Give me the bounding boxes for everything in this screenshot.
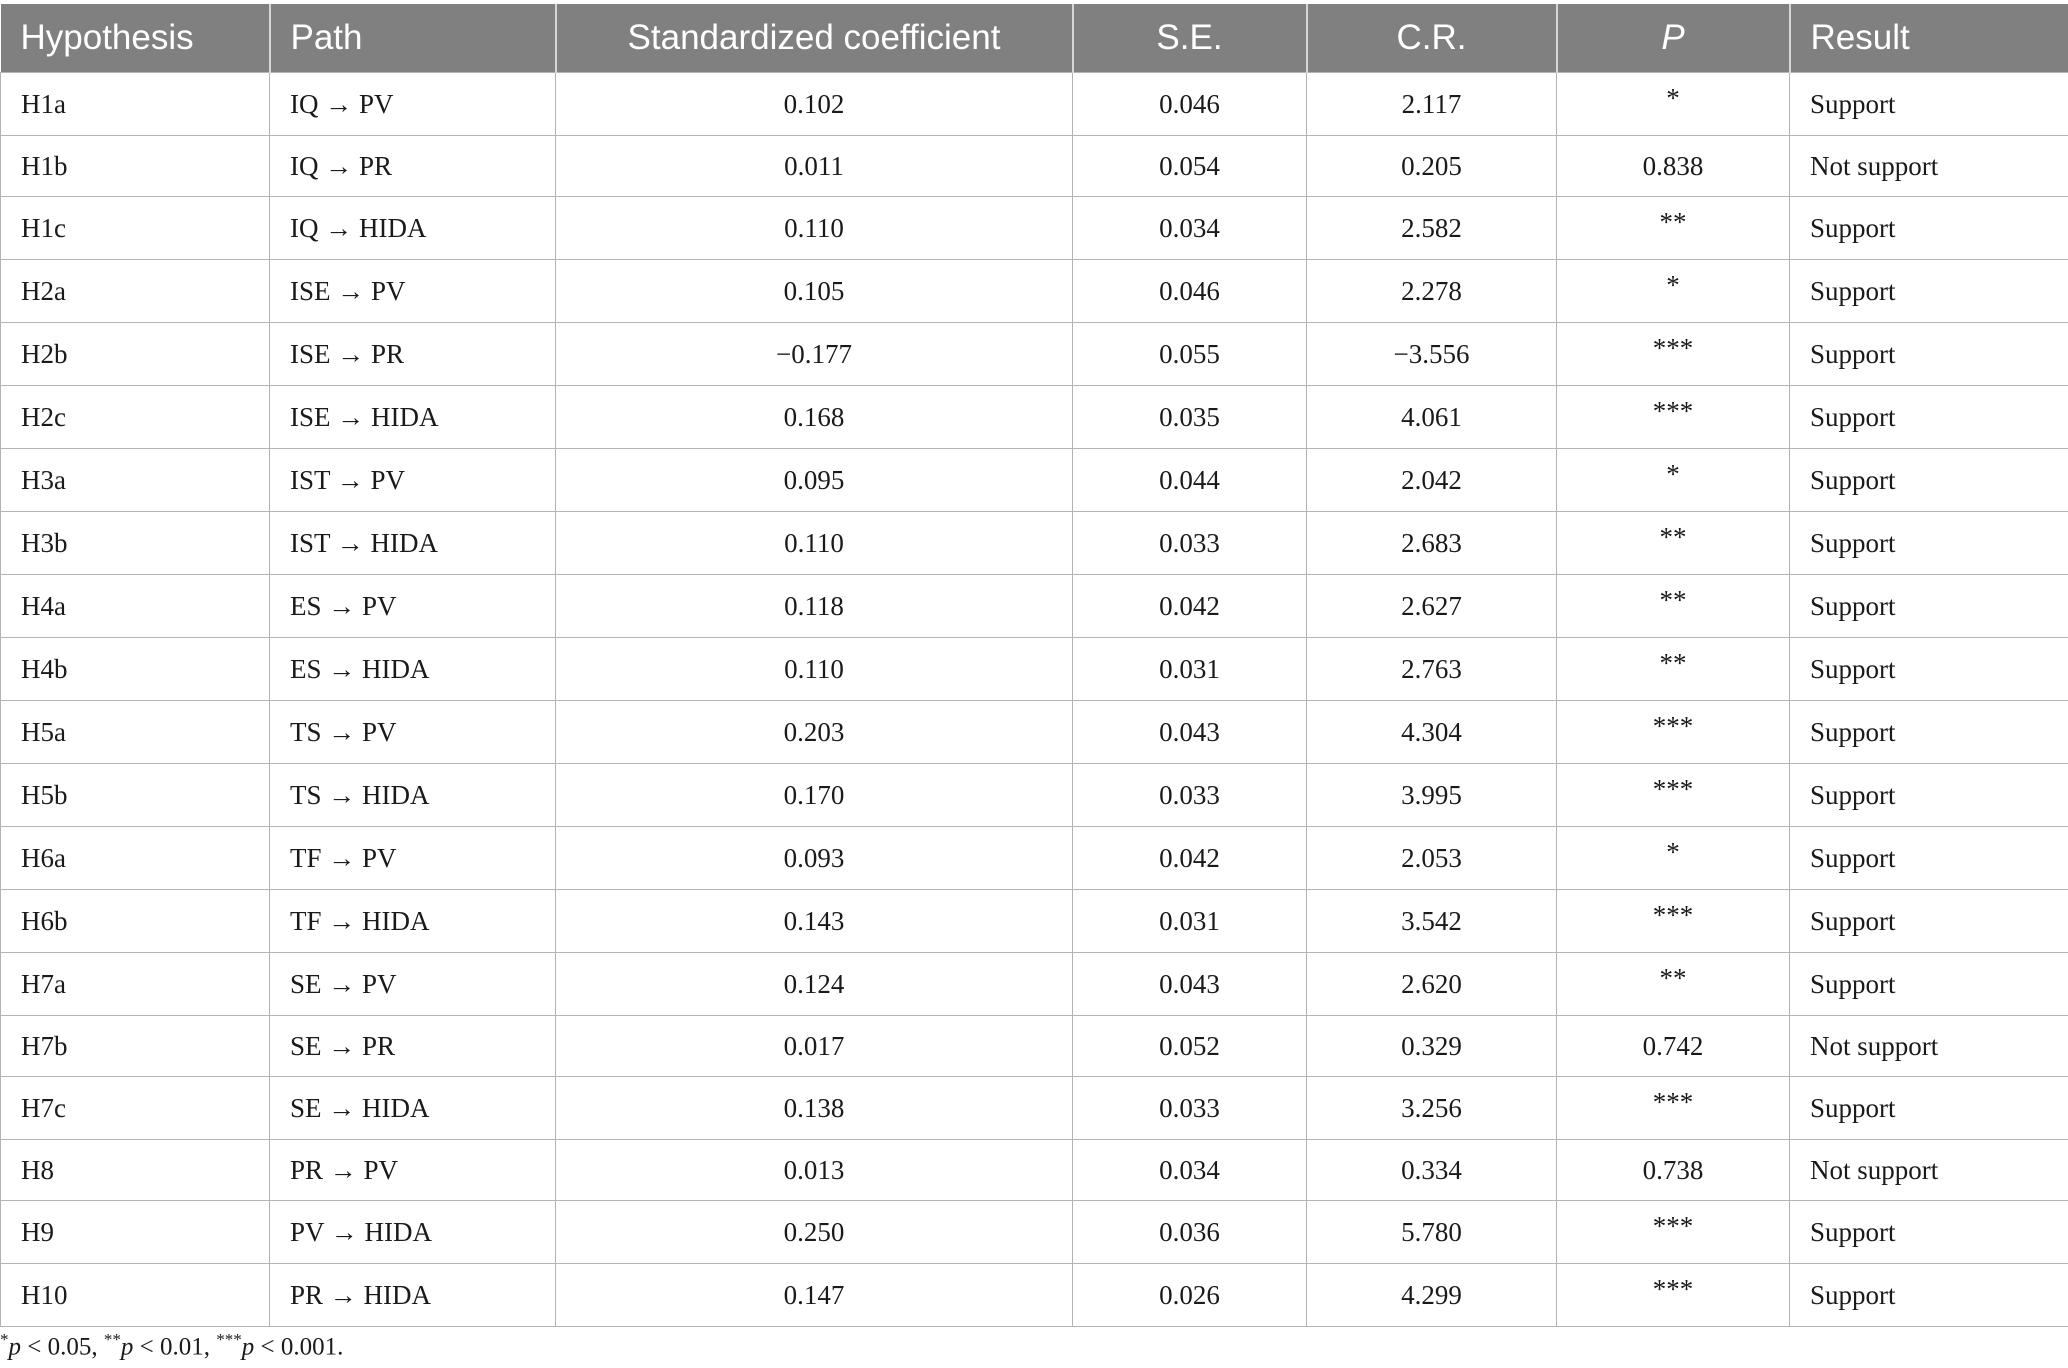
cell-cr: 4.304: [1307, 701, 1557, 764]
cell-p: ***: [1557, 1201, 1790, 1264]
cell-result: Support: [1790, 575, 2068, 638]
table-row: [1, 953, 2068, 1016]
cell-hypothesis: H6b: [1, 890, 270, 953]
cell-hypothesis: H7a: [1, 953, 270, 1016]
cell-hypothesis: H3a: [1, 449, 270, 512]
cell-cr: 4.061: [1307, 386, 1557, 449]
cell-se: 0.026: [1073, 1264, 1307, 1327]
cell-result: Support: [1790, 449, 2068, 512]
results-table: [0, 4, 2068, 1327]
cell-result: Support: [1790, 1264, 2068, 1327]
cell-path: SE → PR: [270, 1016, 556, 1077]
cell-path: IQ → PV: [270, 73, 556, 136]
cell-path: IST → HIDA: [270, 512, 556, 575]
table-row: [1, 827, 2068, 890]
cell-path: PR → HIDA: [270, 1264, 556, 1327]
cell-se: 0.031: [1073, 638, 1307, 701]
cell-cr: 2.620: [1307, 953, 1557, 1016]
cell-path: ISE → PV: [270, 260, 556, 323]
cell-se: 0.043: [1073, 701, 1307, 764]
cell-cr: 0.334: [1307, 1140, 1557, 1201]
table-row: [1, 323, 2068, 386]
footnote-threshold-3: < 0.001.: [254, 1333, 344, 1361]
cell-path: TS → PV: [270, 701, 556, 764]
table-row: [1, 260, 2068, 323]
table-row: [1, 1016, 2068, 1077]
cell-p: *: [1557, 73, 1790, 136]
cell-coefficient: 0.168: [556, 386, 1073, 449]
footnote-p-1: p: [8, 1333, 21, 1361]
cell-coefficient: −0.177: [556, 323, 1073, 386]
cell-p: ***: [1557, 323, 1790, 386]
cell-path: TF → HIDA: [270, 890, 556, 953]
cell-cr: 2.278: [1307, 260, 1557, 323]
cell-result: Support: [1790, 638, 2068, 701]
cell-coefficient: 0.170: [556, 764, 1073, 827]
footnote-mark-3: ***: [216, 1330, 242, 1349]
cell-p: 0.838: [1557, 136, 1790, 197]
cell-coefficient: 0.095: [556, 449, 1073, 512]
cell-coefficient: 0.138: [556, 1077, 1073, 1140]
cell-hypothesis: H7c: [1, 1077, 270, 1140]
footnote-mark-1: *: [0, 1330, 9, 1349]
cell-p: ***: [1557, 701, 1790, 764]
cell-p: **: [1557, 512, 1790, 575]
cell-result: Support: [1790, 260, 2068, 323]
cell-cr: 4.299: [1307, 1264, 1557, 1327]
cell-hypothesis: H4a: [1, 575, 270, 638]
cell-hypothesis: H1b: [1, 136, 270, 197]
table-row: [1, 136, 2068, 197]
footnote-threshold-1: < 0.05,: [21, 1333, 104, 1361]
cell-coefficient: 0.203: [556, 701, 1073, 764]
cell-cr: 2.582: [1307, 197, 1557, 260]
table-row: [1, 197, 2068, 260]
table-row: [1, 1140, 2068, 1201]
table-row: [1, 764, 2068, 827]
cell-p: *: [1557, 260, 1790, 323]
cell-cr: 2.763: [1307, 638, 1557, 701]
cell-path: IQ → HIDA: [270, 197, 556, 260]
cell-cr: 2.627: [1307, 575, 1557, 638]
table-body: [1, 73, 2068, 1327]
cell-path: ES → PV: [270, 575, 556, 638]
footnote-p-3: p: [241, 1333, 255, 1361]
cell-p: ***: [1557, 1077, 1790, 1140]
cell-hypothesis: H2a: [1, 260, 270, 323]
header-result: Result: [1790, 4, 2068, 73]
header-standardized-coefficient: Standardized coefficient: [556, 4, 1073, 73]
cell-p: 0.738: [1557, 1140, 1790, 1201]
cell-hypothesis: H6a: [1, 827, 270, 890]
cell-coefficient: 0.017: [556, 1016, 1073, 1077]
cell-p: **: [1557, 575, 1790, 638]
cell-se: 0.035: [1073, 386, 1307, 449]
header-hypothesis: Hypothesis: [1, 4, 270, 73]
cell-se: 0.031: [1073, 890, 1307, 953]
cell-coefficient: 0.013: [556, 1140, 1073, 1201]
cell-path: PR → PV: [270, 1140, 556, 1201]
cell-se: 0.043: [1073, 953, 1307, 1016]
cell-result: Support: [1790, 386, 2068, 449]
cell-se: 0.042: [1073, 575, 1307, 638]
cell-p: ***: [1557, 1264, 1790, 1327]
cell-coefficient: 0.105: [556, 260, 1073, 323]
cell-hypothesis: H5b: [1, 764, 270, 827]
cell-p: ***: [1557, 764, 1790, 827]
cell-path: TF → PV: [270, 827, 556, 890]
table-row: [1, 1201, 2068, 1264]
table-row: [1, 890, 2068, 953]
cell-coefficient: 0.118: [556, 575, 1073, 638]
cell-p: *: [1557, 449, 1790, 512]
table-row: [1, 73, 2068, 136]
footnote-mark-2: **: [103, 1330, 121, 1349]
cell-coefficient: 0.143: [556, 890, 1073, 953]
cell-coefficient: 0.093: [556, 827, 1073, 890]
cell-cr: 3.542: [1307, 890, 1557, 953]
cell-result: Support: [1790, 701, 2068, 764]
cell-se: 0.033: [1073, 764, 1307, 827]
cell-p: **: [1557, 638, 1790, 701]
table-footnote: [0, 1330, 343, 1361]
cell-result: Not support: [1790, 1016, 2068, 1077]
cell-cr: 3.995: [1307, 764, 1557, 827]
cell-coefficient: 0.147: [556, 1264, 1073, 1327]
table-row: [1, 1264, 2068, 1327]
cell-se: 0.034: [1073, 1140, 1307, 1201]
table-row: [1, 638, 2068, 701]
cell-se: 0.033: [1073, 1077, 1307, 1140]
cell-cr: 2.683: [1307, 512, 1557, 575]
cell-se: 0.054: [1073, 136, 1307, 197]
cell-coefficient: 0.011: [556, 136, 1073, 197]
cell-result: Support: [1790, 1201, 2068, 1264]
cell-se: 0.046: [1073, 260, 1307, 323]
header-se: S.E.: [1073, 4, 1307, 73]
cell-result: Support: [1790, 827, 2068, 890]
cell-se: 0.036: [1073, 1201, 1307, 1264]
cell-hypothesis: H8: [1, 1140, 270, 1201]
table-row: [1, 512, 2068, 575]
cell-cr: 5.780: [1307, 1201, 1557, 1264]
cell-coefficient: 0.102: [556, 73, 1073, 136]
cell-hypothesis: H1c: [1, 197, 270, 260]
cell-path: ES → HIDA: [270, 638, 556, 701]
table-row: [1, 386, 2068, 449]
cell-result: Not support: [1790, 136, 2068, 197]
cell-result: Support: [1790, 323, 2068, 386]
cell-p: 0.742: [1557, 1016, 1790, 1077]
cell-se: 0.044: [1073, 449, 1307, 512]
cell-coefficient: 0.110: [556, 638, 1073, 701]
cell-se: 0.034: [1073, 197, 1307, 260]
table-row: [1, 449, 2068, 512]
cell-path: PV → HIDA: [270, 1201, 556, 1264]
cell-cr: 0.329: [1307, 1016, 1557, 1077]
table-row: [1, 1077, 2068, 1140]
cell-p: **: [1557, 197, 1790, 260]
cell-hypothesis: H2b: [1, 323, 270, 386]
header-p: P: [1557, 4, 1790, 73]
cell-se: 0.042: [1073, 827, 1307, 890]
cell-coefficient: 0.250: [556, 1201, 1073, 1264]
cell-se: 0.033: [1073, 512, 1307, 575]
footnote-threshold-2: < 0.01,: [133, 1333, 217, 1361]
footnote-p-2: p: [120, 1333, 134, 1361]
cell-result: Support: [1790, 953, 2068, 1016]
cell-hypothesis: H5a: [1, 701, 270, 764]
cell-path: SE → HIDA: [270, 1077, 556, 1140]
cell-result: Support: [1790, 890, 2068, 953]
cell-se: 0.052: [1073, 1016, 1307, 1077]
table-row: [1, 575, 2068, 638]
document-page: [0, 4, 2068, 1327]
table-header-row: [1, 4, 2068, 73]
cell-hypothesis: H7b: [1, 1016, 270, 1077]
cell-result: Not support: [1790, 1140, 2068, 1201]
cell-p: ***: [1557, 386, 1790, 449]
cell-hypothesis: H2c: [1, 386, 270, 449]
cell-cr: −3.556: [1307, 323, 1557, 386]
cell-p: **: [1557, 953, 1790, 1016]
cell-path: IST → PV: [270, 449, 556, 512]
cell-cr: 2.042: [1307, 449, 1557, 512]
table-row: [1, 701, 2068, 764]
cell-hypothesis: H10: [1, 1264, 270, 1327]
cell-cr: 0.205: [1307, 136, 1557, 197]
cell-coefficient: 0.110: [556, 197, 1073, 260]
cell-path: ISE → PR: [270, 323, 556, 386]
cell-hypothesis: H1a: [1, 73, 270, 136]
cell-hypothesis: H3b: [1, 512, 270, 575]
cell-hypothesis: H9: [1, 1201, 270, 1264]
cell-path: ISE → HIDA: [270, 386, 556, 449]
cell-se: 0.046: [1073, 73, 1307, 136]
cell-cr: 2.117: [1307, 73, 1557, 136]
cell-cr: 3.256: [1307, 1077, 1557, 1140]
cell-hypothesis: H4b: [1, 638, 270, 701]
cell-cr: 2.053: [1307, 827, 1557, 890]
header-path: Path: [270, 4, 556, 73]
cell-path: IQ → PR: [270, 136, 556, 197]
cell-coefficient: 0.124: [556, 953, 1073, 1016]
cell-result: Support: [1790, 73, 2068, 136]
cell-result: Support: [1790, 197, 2068, 260]
cell-result: Support: [1790, 1077, 2068, 1140]
cell-se: 0.055: [1073, 323, 1307, 386]
cell-p: ***: [1557, 890, 1790, 953]
header-cr: C.R.: [1307, 4, 1557, 73]
cell-path: SE → PV: [270, 953, 556, 1016]
cell-p: *: [1557, 827, 1790, 890]
cell-coefficient: 0.110: [556, 512, 1073, 575]
cell-path: TS → HIDA: [270, 764, 556, 827]
cell-result: Support: [1790, 512, 2068, 575]
cell-result: Support: [1790, 764, 2068, 827]
